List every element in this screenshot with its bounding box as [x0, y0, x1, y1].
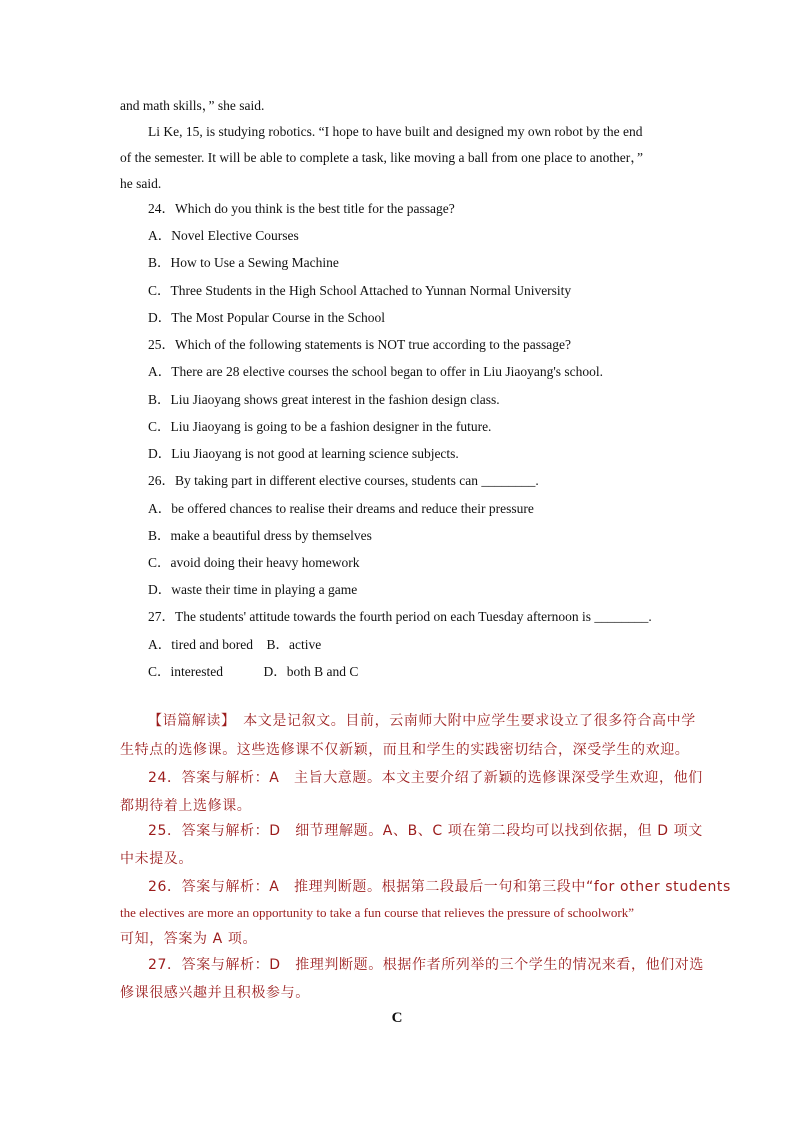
question-option: D．Liu Jiaoyang is not good at learning science subjects. — [148, 446, 459, 461]
question-option: A．be offered chances to realise their dreams and reduce their pressure — [148, 501, 534, 516]
question-option: B．How to Use a Sewing Machine — [148, 255, 339, 270]
question-option: C．avoid doing their heavy homework — [148, 555, 360, 570]
question-option-row: A．tired and bored B．active — [148, 637, 322, 652]
answer-26-end: 可知，答案为 A 项。 — [120, 931, 258, 947]
question-option: B．make a beautiful dress by themselves — [148, 528, 372, 543]
answer-25: 25．答案与解析：D 细节理解题。A、B、C 项在第二段均可以找到依据，但 D 项文 — [148, 823, 703, 839]
answer-24-cont: 都期待着上选修课。 — [120, 798, 252, 814]
question-option: C．Liu Jiaoyang is going to be a fashion designer in the future. — [148, 419, 492, 434]
question-option: A．There are 28 elective courses the school began to offer in Liu Jiaoyang's school. — [148, 364, 604, 379]
answer-25-cont: 中未提及。 — [120, 851, 193, 867]
question-option: C．Three Students in the High School Attached to Yunnan Normal University — [148, 283, 572, 298]
analysis-intro — [148, 712, 696, 730]
analysis-tag: 【语篇解读】 — [148, 713, 229, 729]
question-option: B．Liu Jiaoyang shows great interest in the fashion design class. — [148, 392, 500, 407]
question-option: D．waste their time in playing a game — [148, 582, 358, 597]
answer-24: 24．答案与解析：A 主旨大意题。本文主要介绍了新颖的选修课深受学生欢迎，他们 — [148, 770, 703, 786]
question-option: D．The Most Popular Course in the School — [148, 310, 385, 325]
question-option-row: C．interested D．both B and C — [148, 664, 359, 679]
section-heading: C — [391, 1010, 403, 1026]
question-option: A．Novel Elective Courses — [148, 228, 299, 243]
answer-27: 27．答案与解析：D 推理判断题。根据作者所列举的三个学生的情况来看，他们对选 — [148, 957, 704, 973]
analysis-intro-text: 本文是记叙文。目前，云南师大附中应学生要求设立了很多符合高中学 — [228, 713, 696, 729]
passage-line: Li Ke, 15, is studying robotics. “I hope to have built and designed my own robot by the end — [148, 124, 643, 139]
answer-26: 26．答案与解析：A 推理判断题。根据第二段最后一句和第三段中“for other students — [148, 879, 731, 895]
question-stem: 24．Which do you think is the best title for the passage? — [148, 201, 455, 216]
answer-27-cont: 修课很感兴趣并且积极参与。 — [120, 985, 310, 1001]
question-stem: 27．The students' attitude towards the fourth period on each Tuesday afternoon is ________. — [148, 609, 652, 624]
question-stem: 25．Which of the following statements is NOT true according to the passage? — [148, 337, 572, 352]
passage-line: he said. — [120, 176, 162, 191]
answer-26-cont: the electives are more an opportunity to take a fun course that relieves the pressure of schoolwork” — [120, 905, 635, 920]
passage-line: and math skills，” she said. — [120, 98, 265, 113]
analysis-line: 生特点的选修课。这些选修课不仅新颖，而且和学生的实践密切结合，深受学生的欢迎。 — [120, 742, 690, 758]
question-stem: 26．By taking part in different elective courses, students can ________. — [148, 473, 539, 488]
passage-line: of the semester. It will be able to complete a task, like moving a ball from one place to another，” — [120, 150, 643, 165]
